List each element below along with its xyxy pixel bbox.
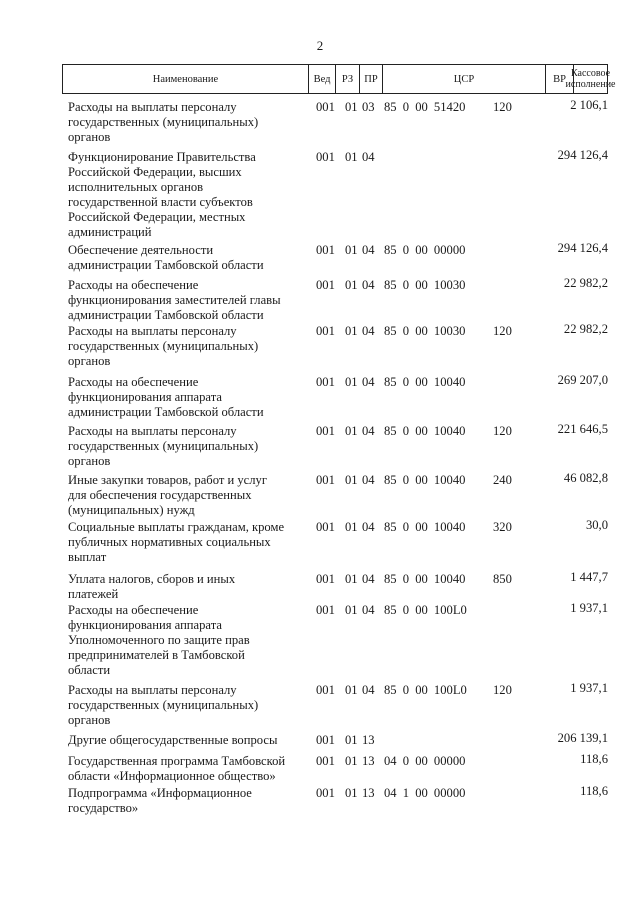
row-rz: 01 [345, 375, 358, 389]
row-csr: 85 0 00 10040 [384, 424, 466, 438]
row-ved: 001 [316, 520, 335, 534]
row-amount: 206 139,1 [557, 731, 608, 745]
header-csr: ЦСР [383, 65, 546, 93]
row-ved: 001 [316, 424, 335, 438]
row-pr: 04 [362, 683, 375, 697]
row-name: Расходы на выплаты персоналу государственных (муниципальных) органов [68, 683, 259, 727]
row-ved: 001 [316, 733, 335, 747]
row-pr: 04 [362, 473, 375, 487]
row-amount: 269 207,0 [557, 373, 608, 387]
row-rz: 01 [345, 424, 358, 438]
row-csr: 85 0 00 10040 [384, 473, 466, 487]
row-rz: 01 [345, 786, 358, 800]
row-pr: 04 [362, 603, 375, 617]
row-pr: 03 [362, 100, 375, 114]
row-vr: 120 [493, 424, 512, 438]
header-pr: ПР [360, 65, 383, 93]
row-rz: 01 [345, 572, 358, 586]
row-csr: 04 0 00 00000 [384, 754, 466, 768]
row-amount: 294 126,4 [557, 241, 608, 255]
row-pr: 04 [362, 324, 375, 338]
row-pr: 04 [362, 150, 375, 164]
row-pr: 04 [362, 375, 375, 389]
row-vr: 120 [493, 324, 512, 338]
row-amount: 22 982,2 [563, 276, 608, 290]
row-ved: 001 [316, 324, 335, 338]
row-ved: 001 [316, 100, 335, 114]
row-vr: 850 [493, 572, 512, 586]
row-amount: 221 646,5 [557, 422, 608, 436]
header-rz: РЗ [336, 65, 360, 93]
row-rz: 01 [345, 733, 358, 747]
row-amount: 118,6 [580, 784, 608, 798]
row-rz: 01 [345, 278, 358, 292]
row-name: Государственная программа Тамбовской области «Информационное общество» [68, 754, 286, 783]
row-amount: 2 106,1 [570, 98, 608, 112]
row-pr: 04 [362, 572, 375, 586]
row-vr: 120 [493, 100, 512, 114]
row-amount: 22 982,2 [563, 322, 608, 336]
row-amount: 294 126,4 [557, 148, 608, 162]
row-ved: 001 [316, 278, 335, 292]
row-pr: 04 [362, 424, 375, 438]
row-vr: 240 [493, 473, 512, 487]
row-rz: 01 [345, 100, 358, 114]
row-rz: 01 [345, 603, 358, 617]
row-ved: 001 [316, 603, 335, 617]
row-name: Функционирование Правительства Российской Федерации, высших исполнительных органов государственной власти субъектов Российской Федерации, местных администраций [68, 150, 256, 239]
row-csr: 85 0 00 00000 [384, 243, 466, 257]
row-pr: 04 [362, 520, 375, 534]
row-ved: 001 [316, 754, 335, 768]
row-name: Социальные выплаты гражданам, кроме публичных нормативных социальных выплат [68, 520, 285, 564]
row-name: Расходы на обеспечение функционирования заместителей главы администрации Тамбовской области [68, 278, 281, 322]
row-name: Иные закупки товаров, работ и услуг для обеспечения государственных (муниципальных) нужд [68, 473, 268, 517]
row-pr: 04 [362, 278, 375, 292]
page-number: 2 [316, 38, 324, 53]
row-rz: 01 [345, 754, 358, 768]
header-ved: Вед [309, 65, 336, 93]
row-amount: 1 937,1 [570, 681, 608, 695]
row-csr: 85 0 00 10040 [384, 375, 466, 389]
row-name: Подпрограмма «Информационное государство» [68, 786, 252, 815]
row-ved: 001 [316, 786, 335, 800]
row-vr: 320 [493, 520, 512, 534]
row-amount: 1 937,1 [570, 601, 608, 615]
row-name: Уплата налогов, сборов и иных платежей [68, 572, 236, 601]
row-csr: 04 1 00 00000 [384, 786, 466, 800]
header-kassovoe: Кассовое исполнение [565, 68, 616, 90]
row-csr: 85 0 00 10040 [384, 520, 466, 534]
row-csr: 85 0 00 51420 [384, 100, 466, 114]
row-pr: 13 [362, 754, 375, 768]
row-name: Другие общегосударственные вопросы [68, 733, 278, 747]
row-amount: 30,0 [585, 518, 608, 532]
row-amount: 46 082,8 [563, 471, 608, 485]
row-name: Расходы на выплаты персоналу государственных (муниципальных) органов [68, 324, 259, 368]
row-rz: 01 [345, 243, 358, 257]
row-name: Расходы на выплаты персоналу государственных (муниципальных) органов [68, 100, 259, 144]
row-name: Расходы на выплаты персоналу государственных (муниципальных) органов [68, 424, 259, 468]
row-csr: 85 0 00 10030 [384, 278, 466, 292]
row-ved: 001 [316, 375, 335, 389]
row-vr: 120 [493, 683, 512, 697]
row-csr: 85 0 00 100L0 [384, 683, 467, 697]
row-ved: 001 [316, 572, 335, 586]
row-rz: 01 [345, 520, 358, 534]
row-rz: 01 [345, 683, 358, 697]
row-csr: 85 0 00 10040 [384, 572, 466, 586]
row-csr: 85 0 00 100L0 [384, 603, 467, 617]
row-csr: 85 0 00 10030 [384, 324, 466, 338]
row-name: Расходы на обеспечение функционирования аппарата администрации Тамбовской области [68, 375, 264, 419]
table-header [62, 64, 616, 94]
row-name: Расходы на обеспечение функционирования аппарата Уполномоченного по защите прав предпринимателей в Тамбовской области [68, 603, 250, 677]
row-pr: 04 [362, 243, 375, 257]
header-name: Наименование [63, 65, 309, 93]
row-ved: 001 [316, 243, 335, 257]
row-name: Обеспечение деятельности администрации Тамбовской области [68, 243, 264, 272]
row-ved: 001 [316, 150, 335, 164]
row-pr: 13 [362, 733, 375, 747]
header-vr: ВР [546, 65, 574, 93]
row-rz: 01 [345, 473, 358, 487]
row-rz: 01 [345, 150, 358, 164]
row-amount: 1 447,7 [570, 570, 608, 584]
row-pr: 13 [362, 786, 375, 800]
row-rz: 01 [345, 324, 358, 338]
row-amount: 118,6 [580, 752, 608, 766]
row-ved: 001 [316, 683, 335, 697]
row-ved: 001 [316, 473, 335, 487]
